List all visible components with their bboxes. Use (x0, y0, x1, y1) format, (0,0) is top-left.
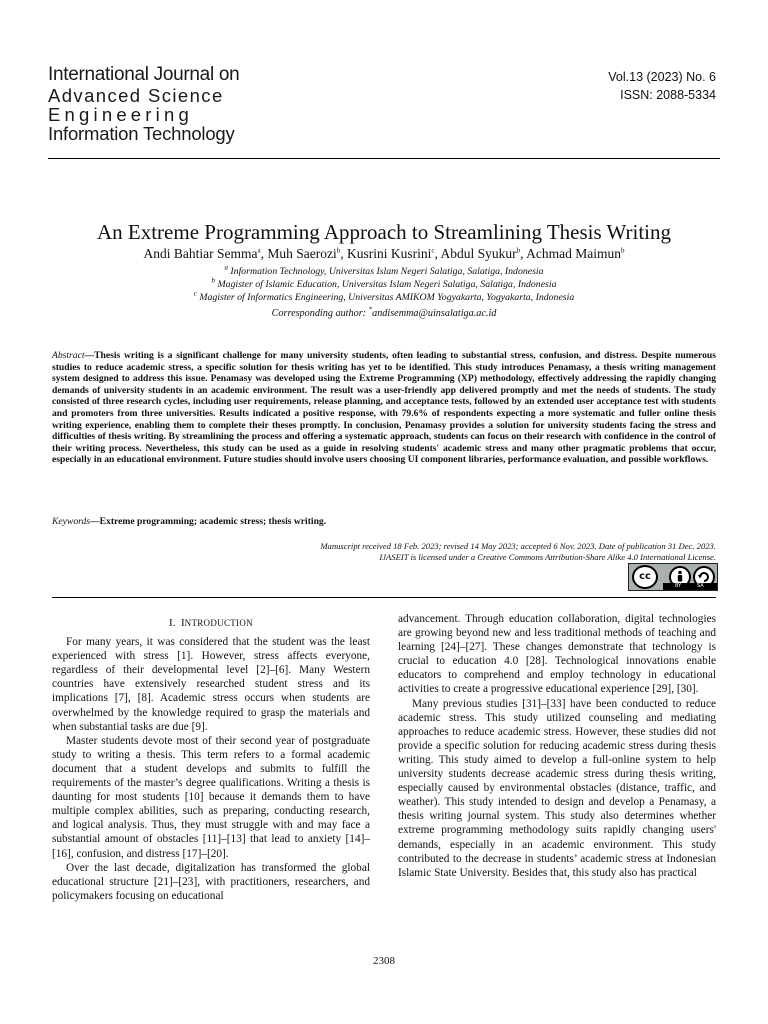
affiliation (0, 289, 768, 303)
body-column-left (52, 616, 370, 903)
affiliation (0, 276, 768, 290)
abstract (52, 350, 716, 466)
section-number: I. (169, 617, 176, 629)
section-heading (52, 616, 370, 630)
affiliation-text: Information Technology, Universitas Islam Negeri Salatiga, Salatiga, Indonesia (230, 266, 544, 277)
author: Kusrini Kusrini (346, 246, 432, 261)
keywords-label: Keywords (52, 516, 91, 527)
cc-license-badge[interactable] (628, 563, 718, 591)
paragraph: For many years, it was considered that the student was the least experienced with stress [1]. However, stress affects everyone, regardless of their developmental level [2]–[6]. Many Western countries have extensively researched student stress and its implications [7], [8]. Academic stress occurs when students are overwhelmed by the knowledge required to grasp the materials and when substantial tasks are due [9]. (52, 636, 370, 733)
section-title-rest: NTRODUCTION (184, 618, 253, 628)
section-title-cap: I (180, 617, 185, 629)
corresponding-label: Corresponding author: (271, 308, 369, 319)
abstract-text: —Thesis writing is a significant challenge for many university students, often leading to substantial stress, confusion, and distress. Despite numerous studies to reduce academic stress, a specific solution for thesis writing has yet to be identified. This study introduces Penamasy, a thesis writing management system designed to address this issue. Penamasy was developed using the Extreme Programming (XP) methodology, effectively addressing the rapidly changing demands of university students in an academic environment. The result was a user-friendly app delivered promptly and met the needs of students. The study consisted of three research cycles, including user requirements, release planning, and acceptance tests, followed by an extended user acceptance test with students and promoters from three universities. Results indicated a positive response, with 79.6% of respondents expecting a more systematic and fuller online thesis writing experience, enabling them to complete their theses promptly. In conclusion, Penamasy provides a solution for university students facing the stress and difficulties of thesis writing. By streamlining the process and offering a systematic approach, students can focus on their research with confidence in the control of their writing process. Nevertheless, this study can be used as a guide in resolving students' academic stress and many other pragmatic problems that occur, especially in an educational environment. Future studies should involve users choosing UI component libraries, performance evaluation, and possible workflows. (52, 350, 716, 466)
affiliation-text: Magister of Islamic Education, Universitas Islam Negeri Salatiga, Salatiga, Indonesia (217, 279, 557, 290)
manuscript-dates: Manuscript received 18 Feb. 2023; revised 14 May 2023; accepted 6 Nov. 2023. Date of publication 31 Dec. 2023. (320, 541, 716, 551)
author: Abdul Syukur (440, 246, 517, 261)
license-statement: IJASEIT is licensed under a Creative Commons Attribution-Share Alike 4.0 International License. (379, 552, 716, 562)
volume-issue: Vol.13 (2023) No. 6 (608, 70, 716, 84)
badge-by-label: BY (675, 583, 682, 589)
author: Achmad Maimun (526, 246, 621, 261)
keywords (52, 516, 716, 527)
author-sep: , (340, 246, 347, 261)
journal-logo-line3: Engineering (48, 104, 193, 125)
affiliation-text: Magister of Informatics Engineering, Universitas AMIKOM Yogyakarta, Yogyakarta, Indonesia (199, 292, 575, 303)
author: Andi Bahtiar Semma (143, 246, 258, 261)
journal-logo-line2: Advanced Science (48, 85, 224, 106)
body-column-right (398, 612, 716, 880)
author-sep: , (520, 246, 527, 261)
author-sup: b (336, 246, 341, 255)
author-sep: , (260, 246, 268, 261)
author: Muh Saerozi (267, 246, 337, 261)
journal-logo-line4: Information Technology (48, 123, 235, 144)
badge-sa-label: SA (697, 583, 704, 589)
author-list (0, 246, 768, 262)
license-badge-strip (663, 583, 717, 590)
abstract-label: Abstract (52, 350, 85, 361)
corresponding-email[interactable]: andisemma@uinsalatiga.ac.id (372, 308, 497, 319)
paragraph: Master students devote most of their second year of postgraduate study to writing a thesis. This term refers to a formal academic document that a student develops and submits to fulfill the requirements of the master’s degree qualifications. Writing a thesis is daunting for most students [10] because it demands them to have multiple complex abilities, such as preparing, conducting research, and logical analysis. Thus, they must struggle with and may face a substantial amount of obstacles [11]–[13] that lead to anxiety [14]–[16], confusion, and distress [17]–[20]. (52, 734, 370, 860)
paragraph: Over the last decade, digitalization has transformed the global educational structure [21]–[23], with practitioners, researchers, and policymakers focusing on educational (52, 861, 370, 902)
affiliation-sup: c (193, 289, 197, 298)
affiliation-sup: a (224, 263, 228, 272)
corresponding-author (0, 305, 768, 319)
section-divider (52, 597, 716, 598)
page-number: 2308 (373, 955, 395, 967)
issn: ISSN: 2088-5334 (620, 88, 716, 102)
affiliation-sup: b (211, 276, 215, 285)
author-sep: , (434, 246, 441, 261)
cc-logo-icon: cc (632, 565, 658, 589)
paragraph: advancement. Through education collaboration, digital technologies are growing beyond new and less traditional methods of teaching and learning [24]–[27]. These changes demonstrate that technology is crucial to education 4.0 [28]. Technological innovations enable educators to comprehend and employ technology in educational activities to create a progressive educational experience [29], [30]. (398, 613, 716, 696)
author-sup: b (620, 246, 625, 255)
volume-info (608, 68, 716, 104)
paper-title: An Extreme Programming Approach to Streamlining Thesis Writing (96, 220, 672, 244)
paragraph: Many previous studies [31]–[33] have been conducted to reduce academic stress. This study utilized counseling and mediating approaches to reduce academic stress. However, these studies did not provide a specific solution for reducing academic stress during thesis writing. This study aimed to develop a full-online system to help university students decrease academic stress during thesis writing, especially caused by environmental obstacles (distance, traffic, and weather). This study intended to design and develop a Penamasy, a thesis writing journal system. This study also determines whether extreme programming methodology suits rapidly changing users' demands, especially in an academic environment. This study contributed to the decrease in students’ academic stress at Indonesian Islamic State University. Besides that, this study also has practical (398, 697, 716, 879)
manuscript-info (320, 541, 716, 563)
author-sup: c (431, 246, 435, 255)
header-divider (48, 158, 720, 159)
keywords-text: —Extreme programming; academic stress; thesis writing. (90, 516, 327, 527)
author-sup: a (257, 246, 261, 255)
journal-logo-line1: International Journal on (48, 64, 240, 85)
corresponding-sup: * (368, 305, 373, 314)
journal-logo (48, 64, 239, 144)
author-sup: b (516, 246, 521, 255)
affiliation (0, 263, 768, 277)
